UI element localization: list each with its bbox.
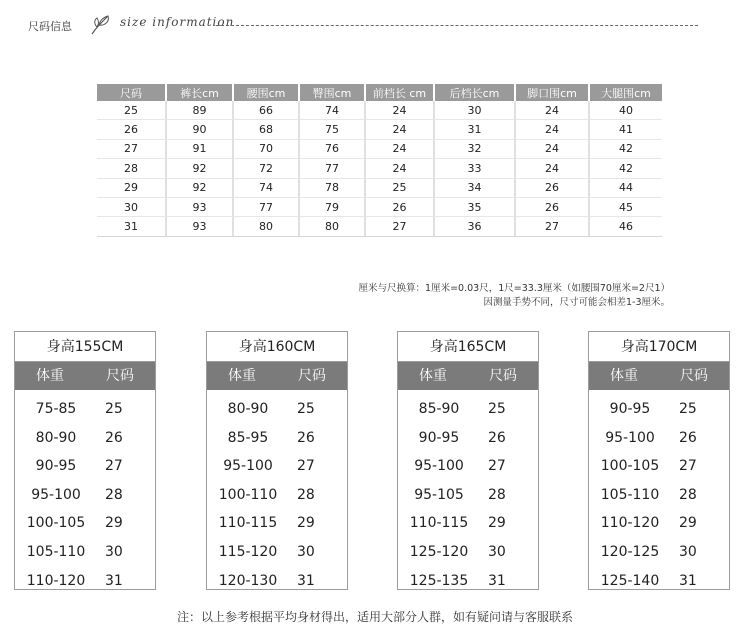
col-pants-length: 裤长cm bbox=[167, 84, 234, 101]
weight-range: 125-140 bbox=[600, 572, 660, 589]
fit-chart-header bbox=[15, 362, 155, 390]
size-value: 27 bbox=[679, 458, 697, 475]
table-cell: 92 bbox=[167, 159, 234, 178]
size-value: 26 bbox=[105, 429, 123, 446]
size-value: 26 bbox=[679, 429, 697, 446]
list-item bbox=[589, 424, 729, 453]
table-cell: 80 bbox=[300, 217, 366, 236]
table-cell: 24 bbox=[516, 159, 590, 178]
list-item bbox=[207, 452, 347, 481]
table-cell: 25 bbox=[366, 179, 435, 198]
weight-range: 120-125 bbox=[600, 543, 660, 560]
table-row bbox=[97, 120, 662, 139]
table-cell: 34 bbox=[435, 179, 516, 198]
list-item bbox=[398, 424, 538, 453]
weight-range: 125-135 bbox=[409, 572, 469, 589]
table-row bbox=[97, 140, 662, 159]
size-value: 26 bbox=[297, 429, 315, 446]
table-cell: 93 bbox=[167, 217, 234, 236]
table-cell: 72 bbox=[234, 159, 300, 178]
size-value: 30 bbox=[105, 543, 123, 560]
weight-range: 85-95 bbox=[227, 429, 269, 446]
footer-note: 注：以上参考根据平均身材得出，适用大部分人群，如有疑问请与客服联系 bbox=[176, 610, 573, 624]
size-value: 25 bbox=[488, 401, 506, 417]
fit-chart bbox=[588, 331, 730, 590]
weight-range: 85-90 bbox=[418, 401, 460, 417]
size-value: 27 bbox=[488, 458, 506, 475]
list-item bbox=[398, 538, 538, 567]
weight-range: 90-95 bbox=[418, 429, 460, 446]
col-back-rise: 后档长cm bbox=[435, 84, 516, 101]
list-item bbox=[589, 452, 729, 481]
table-cell: 42 bbox=[590, 140, 662, 159]
size-value: 30 bbox=[679, 543, 697, 560]
table-cell: 93 bbox=[167, 198, 234, 217]
table-cell: 35 bbox=[435, 198, 516, 217]
size-value: 29 bbox=[679, 515, 697, 532]
size-value: 31 bbox=[488, 572, 506, 589]
list-item bbox=[15, 424, 155, 453]
table-cell: 29 bbox=[97, 179, 167, 198]
fit-chart bbox=[206, 331, 348, 590]
weight-range: 100-105 bbox=[600, 458, 660, 475]
table-cell: 78 bbox=[300, 179, 366, 198]
weight-range: 90-95 bbox=[609, 401, 651, 417]
list-item bbox=[207, 424, 347, 453]
col-weight: 体重 bbox=[610, 368, 638, 384]
fit-chart-header bbox=[589, 362, 729, 390]
table-cell: 42 bbox=[590, 159, 662, 178]
list-item bbox=[398, 481, 538, 510]
table-cell: 70 bbox=[234, 140, 300, 159]
col-thigh: 大腿围cm bbox=[590, 84, 662, 101]
size-table bbox=[97, 84, 662, 237]
col-leg-opening: 脚口围cm bbox=[516, 84, 590, 101]
list-item bbox=[398, 452, 538, 481]
list-item bbox=[589, 481, 729, 510]
weight-range: 80-90 bbox=[227, 401, 269, 417]
list-item bbox=[207, 538, 347, 567]
size-value: 28 bbox=[679, 486, 697, 503]
size-value: 25 bbox=[679, 401, 697, 417]
list-item bbox=[207, 395, 347, 424]
list-item bbox=[398, 567, 538, 596]
size-value: 28 bbox=[297, 486, 315, 503]
table-cell: 30 bbox=[97, 198, 167, 217]
list-item bbox=[15, 509, 155, 538]
size-value: 30 bbox=[297, 543, 315, 560]
table-cell: 24 bbox=[366, 101, 435, 120]
weight-range: 75-85 bbox=[35, 401, 77, 417]
table-cell: 27 bbox=[97, 140, 167, 159]
col-hip: 臀围cm bbox=[300, 84, 366, 101]
conversion-note: 厘米与尺换算：1厘米=0.03尺，1尺=33.3厘米（如腰围70厘米=2尺1） bbox=[358, 283, 670, 294]
table-cell: 89 bbox=[167, 101, 234, 120]
size-value: 29 bbox=[488, 515, 506, 532]
weight-range: 110-115 bbox=[218, 515, 278, 532]
table-cell: 41 bbox=[590, 120, 662, 139]
list-item bbox=[398, 395, 538, 424]
table-cell: 26 bbox=[366, 198, 435, 217]
table-cell: 24 bbox=[366, 159, 435, 178]
table-cell: 66 bbox=[234, 101, 300, 120]
table-row bbox=[97, 198, 662, 217]
weight-range: 115-120 bbox=[218, 543, 278, 560]
table-cell: 92 bbox=[167, 179, 234, 198]
measurement-note: 因测量手势不同，尺寸可能会相差1-3厘米。 bbox=[483, 297, 670, 308]
col-size: 尺码 bbox=[680, 368, 708, 384]
list-item bbox=[398, 509, 538, 538]
size-value: 27 bbox=[297, 458, 315, 475]
table-cell: 46 bbox=[590, 217, 662, 236]
fit-chart-header bbox=[398, 362, 538, 390]
table-row bbox=[97, 101, 662, 120]
weight-range: 95-100 bbox=[605, 429, 655, 446]
weight-range: 95-100 bbox=[31, 486, 81, 503]
table-cell: 45 bbox=[590, 198, 662, 217]
table-cell: 26 bbox=[516, 198, 590, 217]
table-cell: 24 bbox=[516, 101, 590, 120]
col-weight: 体重 bbox=[36, 368, 64, 384]
weight-range: 100-105 bbox=[26, 515, 86, 532]
size-value: 30 bbox=[488, 543, 506, 560]
table-cell: 26 bbox=[516, 179, 590, 198]
size-value: 26 bbox=[488, 429, 506, 446]
weight-range: 110-120 bbox=[600, 515, 660, 532]
table-cell: 77 bbox=[300, 159, 366, 178]
table-cell: 74 bbox=[234, 179, 300, 198]
section-header bbox=[28, 12, 728, 38]
table-cell: 26 bbox=[97, 120, 167, 139]
fit-chart bbox=[14, 331, 156, 590]
list-item bbox=[207, 567, 347, 596]
fit-chart-height: 身高165CM bbox=[398, 332, 538, 362]
weight-range: 90-95 bbox=[35, 458, 77, 475]
table-cell: 74 bbox=[300, 101, 366, 120]
weight-range: 100-110 bbox=[218, 486, 278, 503]
size-value: 28 bbox=[105, 486, 123, 503]
col-size: 尺码 bbox=[106, 368, 134, 384]
table-cell: 40 bbox=[590, 101, 662, 120]
table-cell: 32 bbox=[435, 140, 516, 159]
header-divider bbox=[216, 25, 698, 26]
table-cell: 77 bbox=[234, 198, 300, 217]
weight-range: 125-120 bbox=[409, 543, 469, 560]
table-cell: 24 bbox=[366, 140, 435, 159]
table-cell: 28 bbox=[97, 159, 167, 178]
table-cell: 90 bbox=[167, 120, 234, 139]
list-item bbox=[207, 481, 347, 510]
fit-chart-height: 身高160CM bbox=[207, 332, 347, 362]
table-cell: 79 bbox=[300, 198, 366, 217]
size-value: 29 bbox=[105, 515, 123, 532]
col-weight: 体重 bbox=[419, 368, 447, 384]
table-cell: 24 bbox=[516, 140, 590, 159]
section-title-en: size information bbox=[120, 15, 235, 29]
size-table-header-row bbox=[97, 84, 662, 101]
list-item bbox=[589, 509, 729, 538]
table-cell: 80 bbox=[234, 217, 300, 236]
list-item bbox=[15, 395, 155, 424]
fit-chart-height: 身高170CM bbox=[589, 332, 729, 362]
weight-range: 80-90 bbox=[35, 429, 77, 446]
table-cell: 24 bbox=[366, 120, 435, 139]
col-front-rise: 前档长 cm bbox=[366, 84, 435, 101]
weight-range: 95-100 bbox=[223, 458, 273, 475]
list-item bbox=[15, 538, 155, 567]
size-value: 25 bbox=[105, 401, 123, 417]
size-value: 31 bbox=[297, 572, 315, 589]
weight-range: 105-110 bbox=[600, 486, 660, 503]
size-value: 29 bbox=[297, 515, 315, 532]
size-value: 31 bbox=[679, 572, 697, 589]
list-item bbox=[207, 509, 347, 538]
table-cell: 25 bbox=[97, 101, 167, 120]
fit-chart-height: 身高155CM bbox=[15, 332, 155, 362]
weight-range: 120-130 bbox=[218, 572, 278, 589]
col-size: 尺码 bbox=[489, 368, 517, 384]
list-item bbox=[589, 395, 729, 424]
weight-range: 110-120 bbox=[26, 572, 86, 589]
size-value: 25 bbox=[297, 401, 315, 417]
size-value: 31 bbox=[105, 572, 123, 589]
col-size: 尺码 bbox=[298, 368, 326, 384]
table-cell: 24 bbox=[516, 120, 590, 139]
weight-range: 95-105 bbox=[414, 486, 464, 503]
weight-range: 105-110 bbox=[26, 543, 86, 560]
weight-range: 110-115 bbox=[409, 515, 469, 532]
table-row bbox=[97, 179, 662, 198]
fit-chart bbox=[397, 331, 539, 590]
list-item bbox=[15, 481, 155, 510]
col-size: 尺码 bbox=[97, 84, 167, 101]
weight-range: 95-100 bbox=[414, 458, 464, 475]
table-cell: 27 bbox=[366, 217, 435, 236]
table-row bbox=[97, 159, 662, 178]
table-cell: 76 bbox=[300, 140, 366, 159]
col-weight: 体重 bbox=[228, 368, 256, 384]
table-cell: 31 bbox=[435, 120, 516, 139]
table-cell: 31 bbox=[97, 217, 167, 236]
table-cell: 27 bbox=[516, 217, 590, 236]
table-row bbox=[97, 217, 662, 236]
fit-chart-header bbox=[207, 362, 347, 390]
list-item bbox=[589, 538, 729, 567]
table-cell: 33 bbox=[435, 159, 516, 178]
table-cell: 30 bbox=[435, 101, 516, 120]
table-cell: 68 bbox=[234, 120, 300, 139]
table-cell: 36 bbox=[435, 217, 516, 236]
list-item bbox=[589, 567, 729, 596]
section-title: 尺码信息 bbox=[28, 20, 72, 33]
list-item bbox=[15, 452, 155, 481]
list-item bbox=[15, 567, 155, 596]
size-value: 27 bbox=[105, 458, 123, 475]
size-value: 28 bbox=[488, 486, 506, 503]
table-cell: 44 bbox=[590, 179, 662, 198]
leaf-icon bbox=[88, 12, 114, 36]
table-cell: 91 bbox=[167, 140, 234, 159]
col-waist: 腰围cm bbox=[234, 84, 300, 101]
table-cell: 75 bbox=[300, 120, 366, 139]
